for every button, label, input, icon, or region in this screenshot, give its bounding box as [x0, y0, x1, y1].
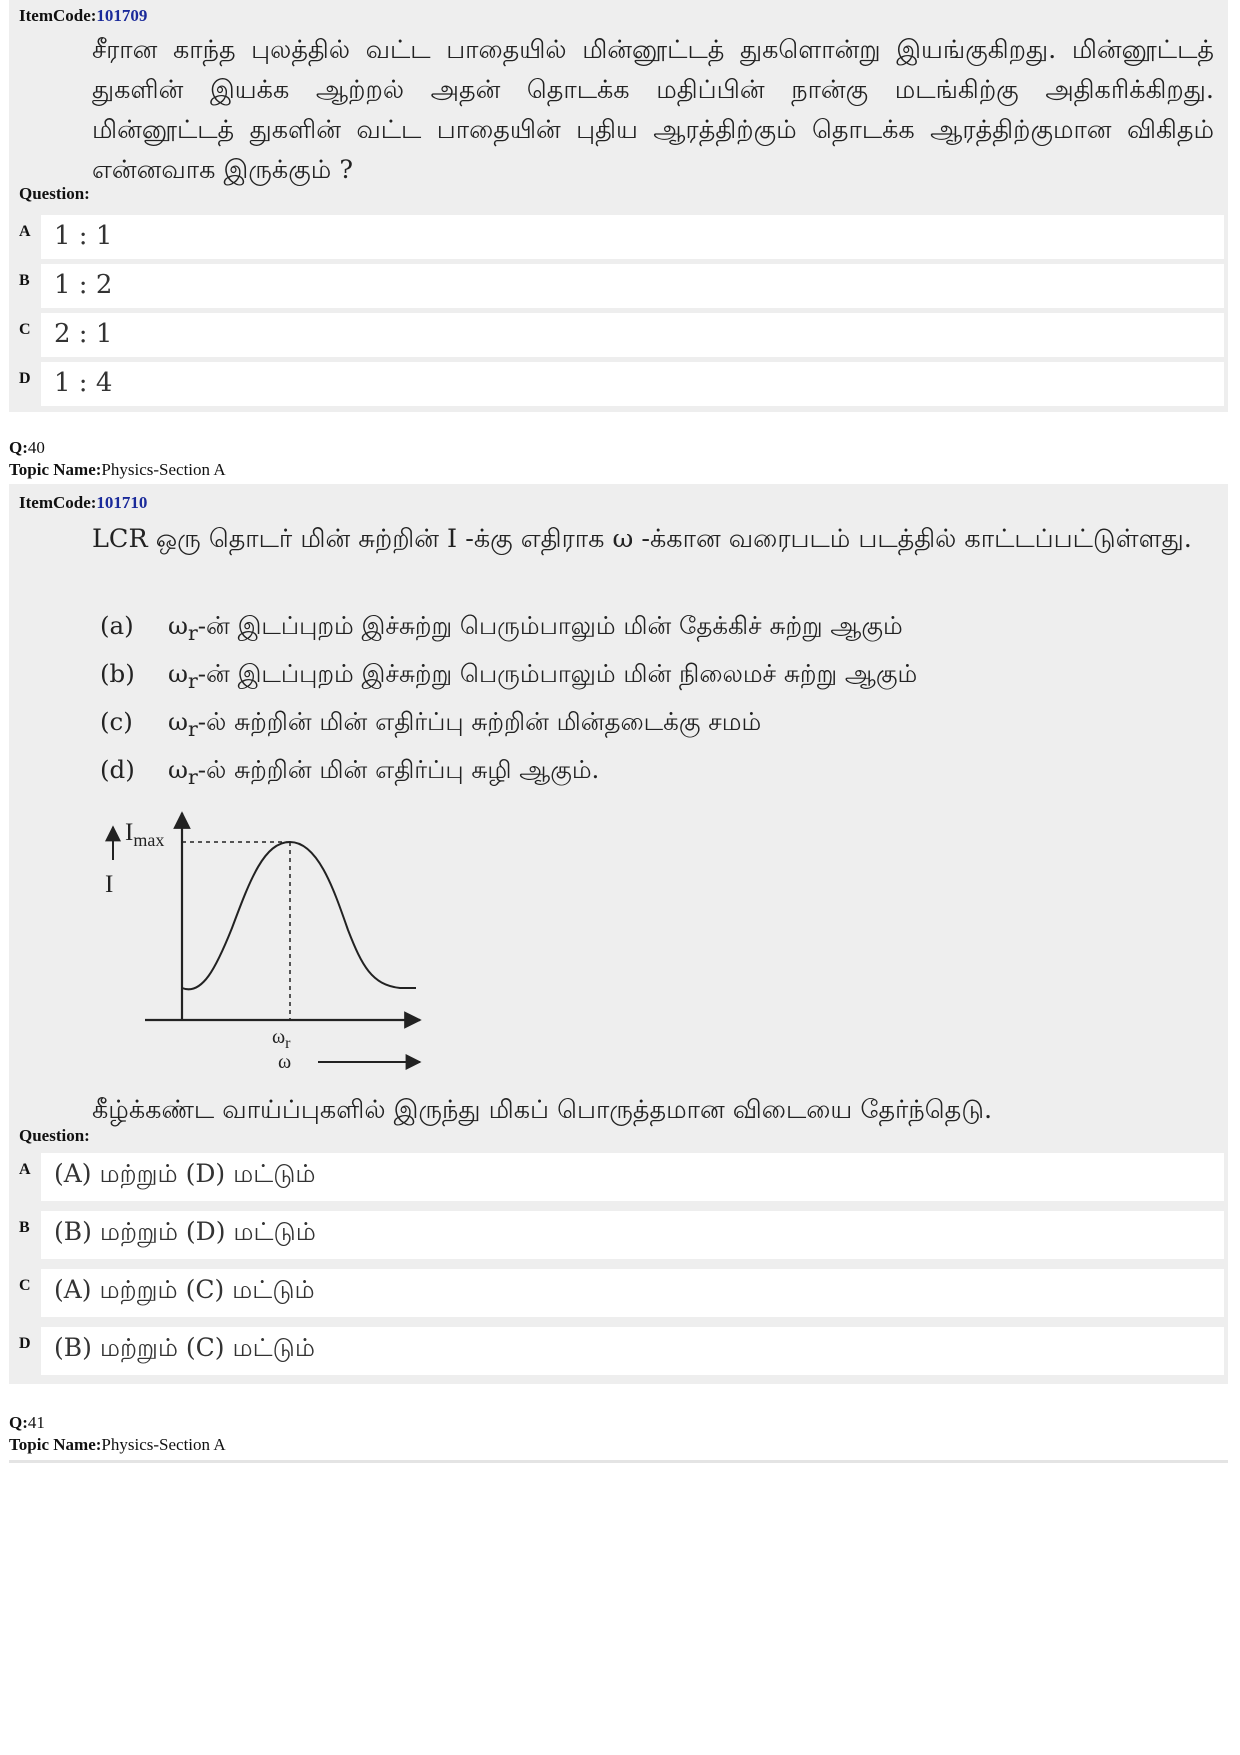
option-cell	[41, 313, 1224, 357]
option-text: (B) மற்றும் (C) மட்டும்	[54, 1333, 315, 1362]
y-peak-label: $I_{max}$	[125, 819, 165, 850]
option-letter: D	[19, 1335, 31, 1352]
statement-text: -ன் இடப்புறம் இச்சுற்று பெரும்பாலும் மின் நிலைமச் சுற்று ஆகும்	[197, 659, 918, 688]
item-code-label: ItemCode:	[19, 6, 97, 25]
option-letter: B	[19, 272, 30, 289]
option-cell	[41, 215, 1224, 259]
topic-label: Topic Name:	[9, 460, 102, 479]
statement-text: -ல் சுற்றின் மின் எதிர்ப்பு சுற்றின் மின்தடைக்கு சமம்	[197, 707, 762, 736]
item-code-label: ItemCode:	[19, 493, 97, 512]
x-axis-label: ω	[278, 1051, 292, 1073]
item-code-line	[19, 6, 147, 26]
option-text: 1 : 4	[54, 368, 113, 398]
statement-label: (b)	[100, 659, 135, 688]
item-code-line	[19, 493, 147, 513]
option-text: (A) மற்றும் (D) மட்டும்	[54, 1159, 316, 1188]
statement-c	[100, 707, 761, 741]
topic-value: Physics-Section A	[101, 1435, 226, 1454]
question-number-label: Q:	[9, 1413, 28, 1432]
question-number: 40	[27, 438, 45, 457]
option-cell	[41, 362, 1224, 406]
option-row-c[interactable]	[9, 1269, 1228, 1317]
omega-symbol: ω	[168, 611, 188, 640]
option-text: 1 : 2	[54, 270, 113, 300]
omega-subscript: r	[187, 716, 198, 741]
option-letter: C	[19, 321, 31, 338]
option-row-d[interactable]	[9, 1327, 1228, 1375]
item-code-value: 101709	[96, 6, 148, 25]
omega-symbol: ω	[168, 659, 188, 688]
question-label: Question:	[19, 1126, 90, 1145]
statement-label: (a)	[100, 611, 134, 640]
question-number-line	[9, 1413, 45, 1433]
statement-d	[100, 755, 599, 789]
omega-symbol: ω	[168, 707, 188, 736]
topic-value: Physics-Section A	[101, 460, 226, 479]
option-cell	[41, 1211, 1224, 1259]
resonance-curve-figure	[90, 800, 440, 1085]
option-letter: C	[19, 1277, 31, 1294]
option-letter: A	[19, 223, 31, 240]
option-row-b[interactable]	[9, 264, 1228, 308]
question-prompt: கீழ்க்கண்ட வாய்ப்புகளில் இருந்து மிகப் பொருத்தமான விடையை தேர்ந்தெடு.	[92, 1095, 993, 1125]
y-axis-label: I	[105, 871, 114, 898]
option-row-d[interactable]	[9, 362, 1228, 406]
question-number-line	[9, 438, 45, 458]
section-divider	[9, 1460, 1228, 1463]
omega-subscript: r	[187, 620, 198, 645]
option-row-a[interactable]	[9, 1153, 1228, 1201]
item-code-value: 101710	[96, 493, 148, 512]
statement-label: (c)	[100, 707, 133, 736]
topic-line	[9, 460, 226, 480]
x-mark-label: $\omega_r$	[272, 1026, 291, 1052]
option-letter: D	[19, 370, 31, 387]
option-cell	[41, 1153, 1224, 1201]
option-row-a[interactable]	[9, 215, 1228, 259]
statement-text: -ல் சுற்றின் மின் எதிர்ப்பு சுழி ஆகும்.	[197, 755, 600, 784]
option-row-b[interactable]	[9, 1211, 1228, 1259]
option-letter: B	[19, 1219, 30, 1236]
option-text: (A) மற்றும் (C) மட்டும்	[54, 1275, 315, 1304]
statement-a	[100, 611, 903, 645]
question-text: சீரான காந்த புலத்தில் வட்ட பாதையில் மின்னூட்டத் துகளொன்று இயங்குகிறது. மின்னூட்டத் துகளின் இயக்க ஆற்றல் அதன் தொடக்க மதிப்பின் நான்கு மடங்கிற்கு அதிகரிக்கிறது. மின்னூட்டத் துகளின் வட்ட பாதையின் புதிய ஆரத்திற்கும் தொடக்க ஆரத்திற்குமான விகிதம் என்னவாக இருக்கும் ?	[92, 35, 1214, 185]
topic-label: Topic Name:	[9, 1435, 102, 1454]
omega-subscript: r	[187, 668, 198, 693]
option-row-c[interactable]	[9, 313, 1228, 357]
option-text: 1 : 1	[54, 221, 113, 251]
resonance-curve	[182, 842, 416, 989]
option-cell	[41, 1327, 1224, 1375]
omega-subscript: r	[187, 764, 198, 789]
question-number: 41	[27, 1413, 45, 1432]
question-number-label: Q:	[9, 438, 28, 457]
question-intro: LCR ஒரு தொடர் மின் சுற்றின் I -க்கு எதிராக ω -க்கான வரைபடம் படத்தில் காட்டப்பட்டுள்ளது.	[92, 524, 1192, 554]
option-cell	[41, 1269, 1224, 1317]
statement-text: -ன் இடப்புறம் இச்சுற்று பெரும்பாலும் மின் தேக்கிச் சுற்று ஆகும்	[197, 611, 903, 640]
omega-symbol: ω	[168, 755, 188, 784]
topic-line	[9, 1435, 226, 1455]
statement-b	[100, 659, 917, 693]
question-label: Question:	[19, 184, 90, 203]
option-text: (B) மற்றும் (D) மட்டும்	[54, 1217, 316, 1246]
option-text: 2 : 1	[54, 319, 113, 349]
option-letter: A	[19, 1161, 31, 1178]
statement-label: (d)	[100, 755, 135, 784]
option-cell	[41, 264, 1224, 308]
